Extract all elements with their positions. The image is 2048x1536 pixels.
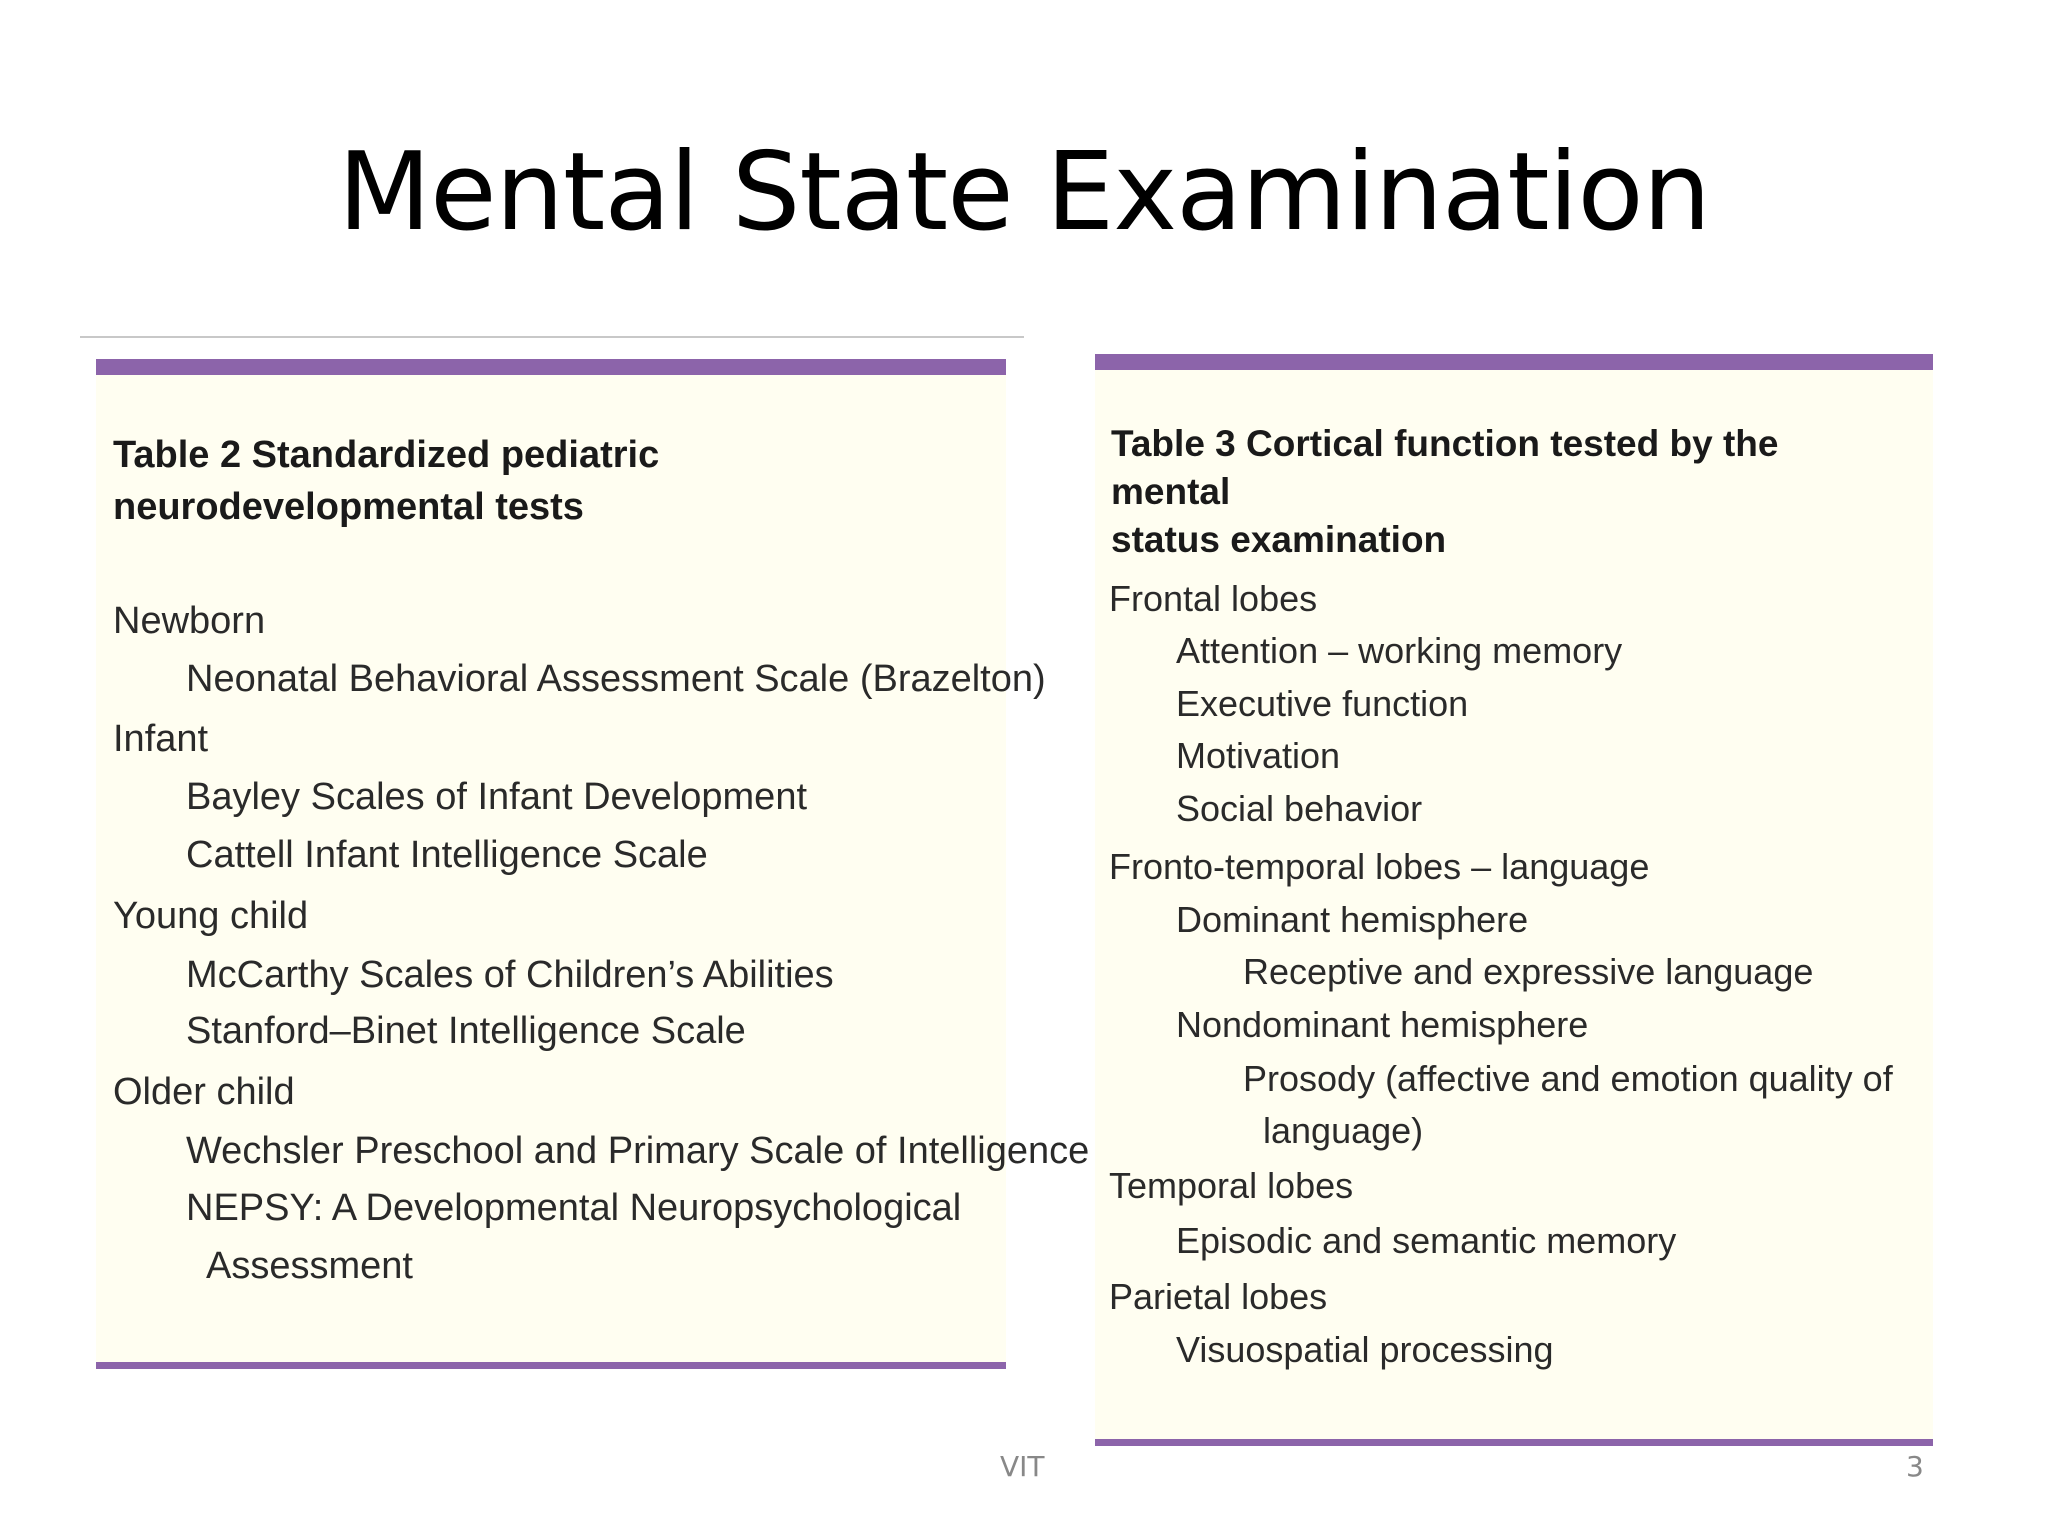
table3-line: Attention – working memory bbox=[1176, 630, 1623, 671]
table2-line: Newborn bbox=[113, 600, 266, 642]
table2-line: Stanford–Binet Intelligence Scale bbox=[186, 1010, 746, 1052]
table3-content bbox=[1095, 354, 1933, 1446]
slide-title: Mental State Examination bbox=[337, 130, 1711, 255]
table2-line: Wechsler Preschool and Primary Scale of Intelligence bbox=[186, 1130, 1090, 1172]
table3-bottom-bar bbox=[1095, 1439, 1933, 1446]
table3-line: Visuospatial processing bbox=[1176, 1329, 1554, 1370]
table3-line: Prosody (affective and emotion quality of bbox=[1243, 1058, 1893, 1099]
table2-title-line1: Table 2 Standardized pediatric bbox=[113, 434, 660, 476]
table2-line: NEPSY: A Developmental Neuropsychological bbox=[186, 1187, 962, 1229]
table3-line: Social behavior bbox=[1176, 788, 1423, 829]
table3-line: Temporal lobes bbox=[1109, 1165, 1354, 1206]
table2-line: Young child bbox=[113, 895, 309, 937]
table2-line: McCarthy Scales of Children’s Abilities bbox=[186, 954, 834, 996]
table3-line: Dominant hemisphere bbox=[1176, 899, 1529, 940]
table2-content bbox=[96, 359, 1090, 1369]
table2-line: Older child bbox=[113, 1071, 295, 1113]
table3-line: language) bbox=[1263, 1110, 1424, 1151]
table2-line: Neonatal Behavioral Assessment Scale (Brazelton) bbox=[186, 658, 1046, 700]
table3-line: Receptive and expressive language bbox=[1243, 951, 1814, 992]
table2-title-line2: neurodevelopmental tests bbox=[113, 486, 584, 528]
table3-line: Frontal lobes bbox=[1109, 578, 1318, 619]
table3-line: Nondominant hemisphere bbox=[1176, 1004, 1589, 1045]
footer-label: VIT bbox=[1000, 1450, 1045, 1483]
table3-line: Fronto-temporal lobes – language bbox=[1109, 846, 1650, 887]
table2-line: Cattell Infant Intelligence Scale bbox=[186, 834, 708, 876]
table3-title-line2: status examination bbox=[1111, 519, 1447, 560]
table2-line: Assessment bbox=[206, 1245, 413, 1287]
table2-line: Bayley Scales of Infant Development bbox=[186, 776, 808, 818]
table3-line: Executive function bbox=[1176, 683, 1469, 724]
table3-panel bbox=[1095, 354, 1933, 1446]
table2-line: Infant bbox=[113, 718, 209, 760]
page-number: 3 bbox=[1906, 1450, 1924, 1483]
table3-title-line1: Table 3 Cortical function tested by the mental bbox=[1111, 423, 1779, 512]
divider bbox=[80, 336, 1024, 338]
table3-line: Parietal lobes bbox=[1109, 1276, 1328, 1317]
table3-line: Motivation bbox=[1176, 735, 1341, 776]
table2-panel bbox=[96, 359, 1090, 1369]
table2-bottom-bar bbox=[96, 1362, 1006, 1369]
table3-line: Episodic and semantic memory bbox=[1176, 1220, 1677, 1261]
